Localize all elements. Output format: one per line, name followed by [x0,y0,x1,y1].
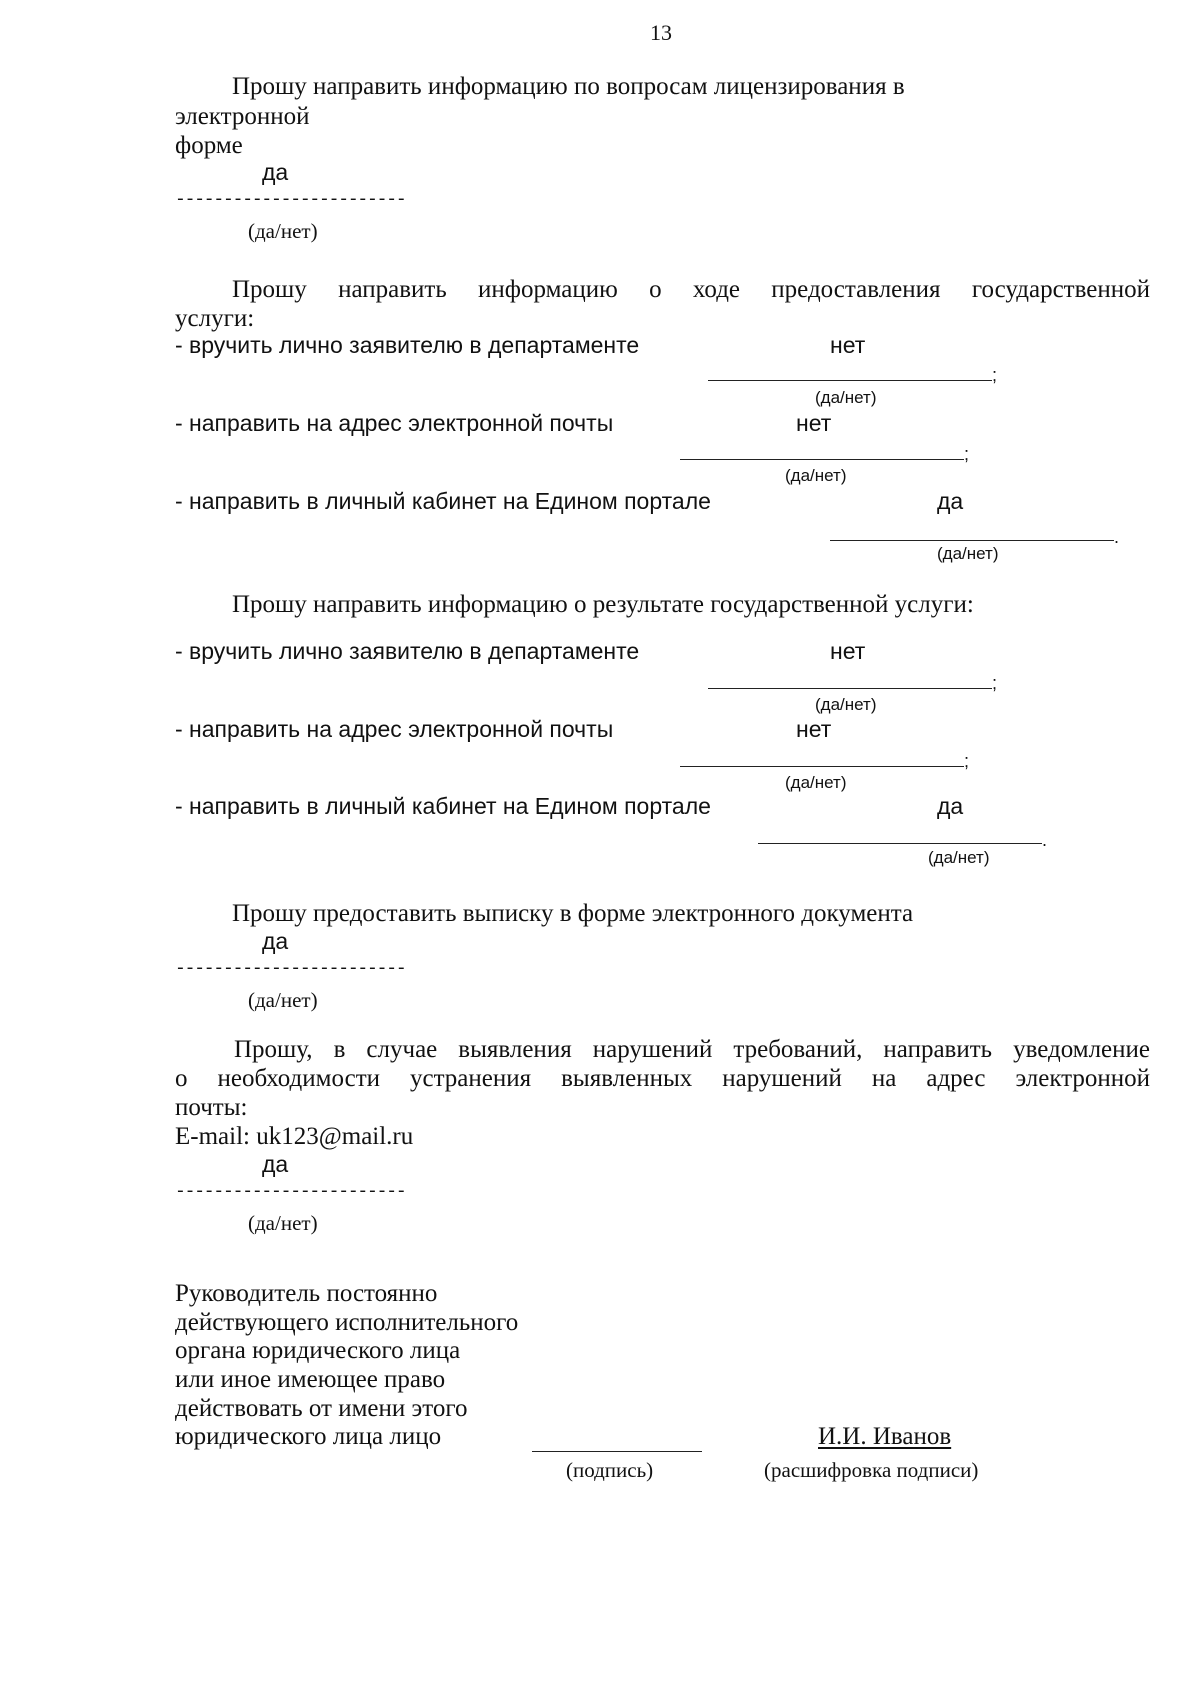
progress-option-caption: (да/нет) [937,544,999,563]
extract-answer-line: ------------------------ [175,959,406,979]
violations-email: E-mail: uk123@mail.ru [175,1123,414,1150]
progress-option-answer-line [680,459,964,460]
licensing-text-line-1: Прошу направить информацию по вопросам лицензирования в [232,73,905,100]
signer-role-line: действующего исполнительного [175,1309,519,1336]
result-option-label: - направить в личный кабинет на Едином портале [175,793,711,819]
result-option-label: - направить на адрес электронной почты [175,716,614,742]
signer-role-line: Руководитель постоянно [175,1280,438,1307]
extract-answer-caption: (да/нет) [248,988,318,1012]
result-option-answer[interactable]: нет [830,638,866,664]
progress-option-end-mark: ; [964,444,970,464]
result-option-answer[interactable]: да [937,793,964,819]
signer-role-line: действовать от имени этого [175,1395,468,1422]
result-option-caption: (да/нет) [928,848,990,867]
progress-option-caption: (да/нет) [815,388,877,407]
progress-intro-line-2: услуги: [175,305,255,332]
result-option-answer-line [758,843,1042,844]
signature-caption: (подпись) [566,1458,654,1482]
progress-option-answer[interactable]: нет [796,410,832,436]
progress-option-end-mark: . [1114,527,1120,547]
progress-option-label: - вручить лично заявителю в департаменте [175,332,640,358]
progress-option-answer[interactable]: нет [830,332,866,358]
progress-intro-line-1: Прошу направить информацию о ходе предоставления государственной [232,276,1150,303]
progress-option-caption: (да/нет) [785,466,847,485]
result-option-caption: (да/нет) [815,695,877,714]
progress-option-label: - направить в личный кабинет на Едином портале [175,488,711,514]
licensing-answer[interactable]: да [262,159,289,185]
violations-answer[interactable]: да [262,1151,289,1177]
result-option-label: - вручить лично заявителю в департаменте [175,638,640,664]
violations-text-line-2: о необходимости устранения выявленных нарушений на адрес электронной [175,1065,1150,1092]
signature-line[interactable] [532,1451,702,1452]
result-option-end-mark: ; [992,673,998,693]
progress-option-answer[interactable]: да [937,488,964,514]
extract-answer[interactable]: да [262,928,289,954]
result-intro: Прошу направить информацию о результате государственной услуги: [232,591,974,618]
result-option-answer-line [680,766,964,767]
violations-text-line-1: Прошу, в случае выявления нарушений требований, направить уведомление [234,1036,1150,1063]
page-number: 13 [650,20,672,45]
licensing-text-line-2: электронной [175,103,310,130]
progress-option-label: - направить на адрес электронной почты [175,410,614,436]
licensing-answer-line: ------------------------ [175,190,406,210]
result-option-end-mark: ; [964,751,970,771]
violations-text-line-3: почты: [175,1094,248,1121]
signer-name-caption: (расшифровка подписи) [764,1458,979,1482]
result-option-end-mark: . [1042,830,1048,850]
violations-answer-caption: (да/нет) [248,1211,318,1235]
signer-role-line: юридического лица лицо [175,1423,442,1450]
licensing-answer-caption: (да/нет) [248,219,318,243]
signer-name: И.И. Иванов [818,1423,952,1450]
progress-option-answer-line [830,540,1114,541]
licensing-text-line-3: форме [175,132,243,159]
violations-answer-line: ------------------------ [175,1182,406,1202]
result-option-answer-line [708,688,992,689]
progress-option-end-mark: ; [992,365,998,385]
result-option-caption: (да/нет) [785,773,847,792]
result-option-answer[interactable]: нет [796,716,832,742]
signer-role-line: или иное имеющее право [175,1366,446,1393]
progress-option-answer-line [708,380,992,381]
extract-text: Прошу предоставить выписку в форме электронного документа [232,900,914,927]
signer-role-line: органа юридического лица [175,1337,461,1364]
